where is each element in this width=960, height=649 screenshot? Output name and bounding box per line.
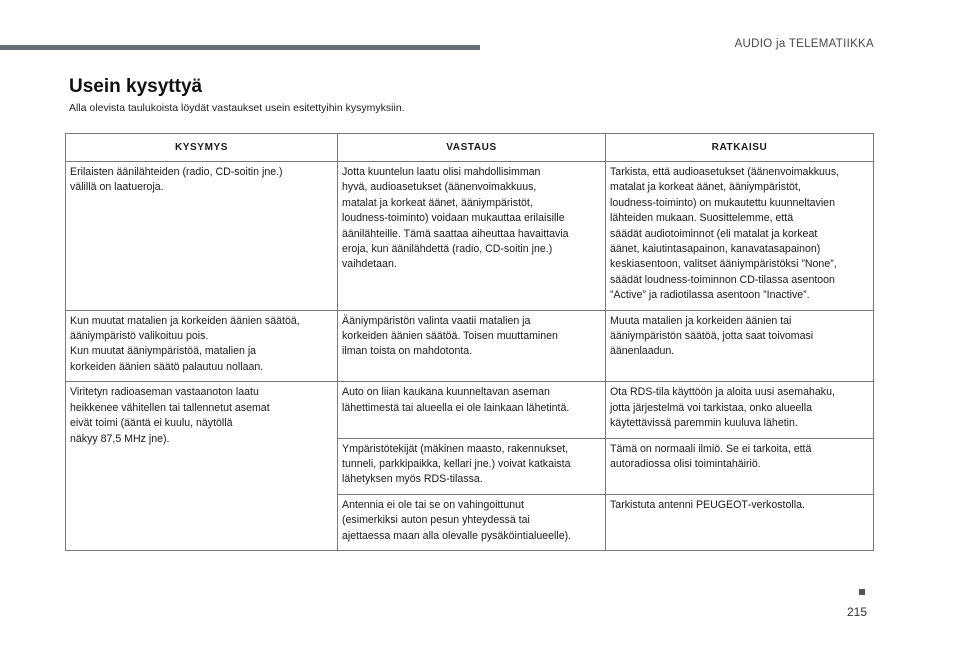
text-line: korkeiden äänien säätö palautuu nollaan. bbox=[70, 360, 264, 373]
text-line: Kun muutat matalien ja korkeiden äänien säätöä, bbox=[70, 314, 300, 327]
text-line: hyvä, audioasetukset (äänenvoimakkuus, bbox=[342, 181, 537, 194]
text-line: Ota RDS-tila käyttöön ja aloita uusi asemahaku, bbox=[610, 386, 835, 399]
text-line: ääniympäristön säätöä, jotta saat toivomasi bbox=[610, 330, 814, 343]
text-line: välillä on laatueroja. bbox=[70, 181, 164, 194]
header-rule bbox=[0, 45, 480, 50]
solution-cell bbox=[606, 382, 874, 438]
text-line: Erilaisten äänilähteiden (radio, CD-soitin jne.) bbox=[70, 166, 283, 178]
column-header-solution: RATKAISU bbox=[606, 134, 874, 162]
answer-cell bbox=[338, 494, 606, 550]
page-marker-square bbox=[859, 589, 865, 595]
answer-cell bbox=[338, 162, 606, 311]
text-line: keskiasentoon, valitset ääniympäristöksi ”None”, bbox=[610, 258, 837, 271]
text-line: korkeiden äänien säätöä. Toisen muuttaminen bbox=[342, 330, 558, 343]
section-label: AUDIO ja TELEMATIIKKA bbox=[734, 38, 874, 50]
text-line: ilman toista on mahdotonta. bbox=[342, 345, 473, 358]
text-line: lähteiden mukaan. Suosittelemme, että bbox=[610, 212, 794, 225]
text-line: ”Active” ja radiotilassa asentoon ”Inactive”. bbox=[610, 289, 810, 302]
text-line: Ympäristötekijät (mäkinen maasto, rakennukset, bbox=[342, 442, 569, 455]
text-line: Ääniympäristön valinta vaatii matalien ja bbox=[342, 314, 531, 327]
solution-cell bbox=[606, 494, 874, 550]
column-header-answer: VASTAUS bbox=[338, 134, 606, 162]
answer-cell bbox=[338, 310, 606, 382]
intro-text: Alla olevista taulukoista löydät vastaukset usein esitettyihin kysymyksiin. bbox=[69, 102, 405, 114]
table-row bbox=[66, 310, 874, 382]
text-line: Tämä on normaali ilmiö. Se ei tarkoita, että bbox=[610, 442, 812, 455]
faq-table bbox=[65, 133, 874, 551]
text-line: käytettävissä paremmin kuuluva lähetin. bbox=[610, 417, 798, 430]
text-line: Jotta kuuntelun laatu olisi mahdollisimman bbox=[342, 166, 541, 178]
table-row bbox=[66, 162, 874, 311]
text-line: eroja, kun äänilähdettä (radio, CD-soitin jne.) bbox=[342, 243, 553, 256]
text-line: matalat ja korkeat äänet, ääniympäristöt, bbox=[610, 181, 801, 194]
text-line: (esimerkiksi auton pesun yhteydessä tai bbox=[342, 514, 530, 527]
text-line: lähetyksen myös RDS-tilassa. bbox=[342, 473, 483, 486]
text-line: autoradiossa olisi toimintahäiriö. bbox=[610, 457, 761, 470]
text-fragment: Tarkistuta antenni bbox=[610, 498, 696, 511]
table-row bbox=[66, 382, 874, 438]
text-line: ajettaessa maan alla olevalle pysäköintialueelle). bbox=[342, 529, 572, 542]
question-cell bbox=[66, 382, 338, 551]
text-line: Viritetyn radioaseman vastaanoton laatu bbox=[70, 386, 259, 399]
text-line: jotta järjestelmä voi tarkistaa, onko alueella bbox=[610, 401, 812, 414]
text-line: tunneli, parkkipaikka, kellari jne.) voivat katkaista bbox=[342, 457, 571, 470]
column-header-question: KYSYMYS bbox=[66, 134, 338, 162]
text-line: äänenlaadun. bbox=[610, 345, 675, 358]
answer-cell bbox=[338, 382, 606, 438]
text-line: Tarkista, että audioasetukset (äänenvoimakkuus, bbox=[610, 166, 840, 178]
solution-cell bbox=[606, 162, 874, 311]
text-fragment: -verkostolla. bbox=[747, 498, 805, 511]
text-line bbox=[610, 498, 869, 513]
text-line: lähettimestä tai alueella ei ole lainkaan lähetintä. bbox=[342, 401, 570, 414]
table-header-row bbox=[66, 134, 874, 162]
text-line: loudness-toiminto) on mukautettu kuunneltavien bbox=[610, 196, 835, 209]
answer-cell bbox=[338, 438, 606, 494]
text-line: matalat ja korkeat äänet, ääniympäristöt, bbox=[342, 196, 533, 209]
text-line: Antennia ei ole tai se on vahingoittunut bbox=[342, 498, 524, 511]
text-line: eivät toimi (ääntä ei kuulu, näytöllä bbox=[70, 417, 233, 430]
text-line: äänet, kaiutintasapainon, kanavatasapainon) bbox=[610, 243, 821, 256]
page-title: Usein kysyttyä bbox=[69, 76, 203, 97]
text-line: heikkenee vähitellen tai tallennetut asemat bbox=[70, 401, 270, 414]
text-line: näkyy 87,5 MHz jne). bbox=[70, 432, 170, 445]
solution-cell bbox=[606, 310, 874, 382]
page-number: 215 bbox=[846, 605, 867, 619]
text-line: Auto on liian kaukana kuunneltavan aseman bbox=[342, 386, 550, 399]
text-line: säädät loudness-toiminnon CD-tilassa asentoon bbox=[610, 273, 835, 286]
text-line: loudness-toiminto) voidaan mukauttaa erilaisille bbox=[342, 212, 565, 225]
solution-cell bbox=[606, 438, 874, 494]
text-line: vaihdetaan. bbox=[342, 258, 397, 271]
text-line: Kun muutat ääniympäristöä, matalien ja bbox=[70, 345, 257, 358]
text-line: ääniympäristö valikoituu pois. bbox=[70, 330, 209, 343]
brand-name: PEUGEOT bbox=[695, 498, 748, 511]
question-cell bbox=[66, 310, 338, 382]
text-line: äänilähteille. Tämä saattaa aiheuttaa havaittavia bbox=[342, 227, 569, 240]
text-line: säädät audiotoiminnot (eli matalat ja korkeat bbox=[610, 227, 818, 240]
question-cell bbox=[66, 162, 338, 311]
text-line: Muuta matalien ja korkeiden äänien tai bbox=[610, 314, 792, 327]
